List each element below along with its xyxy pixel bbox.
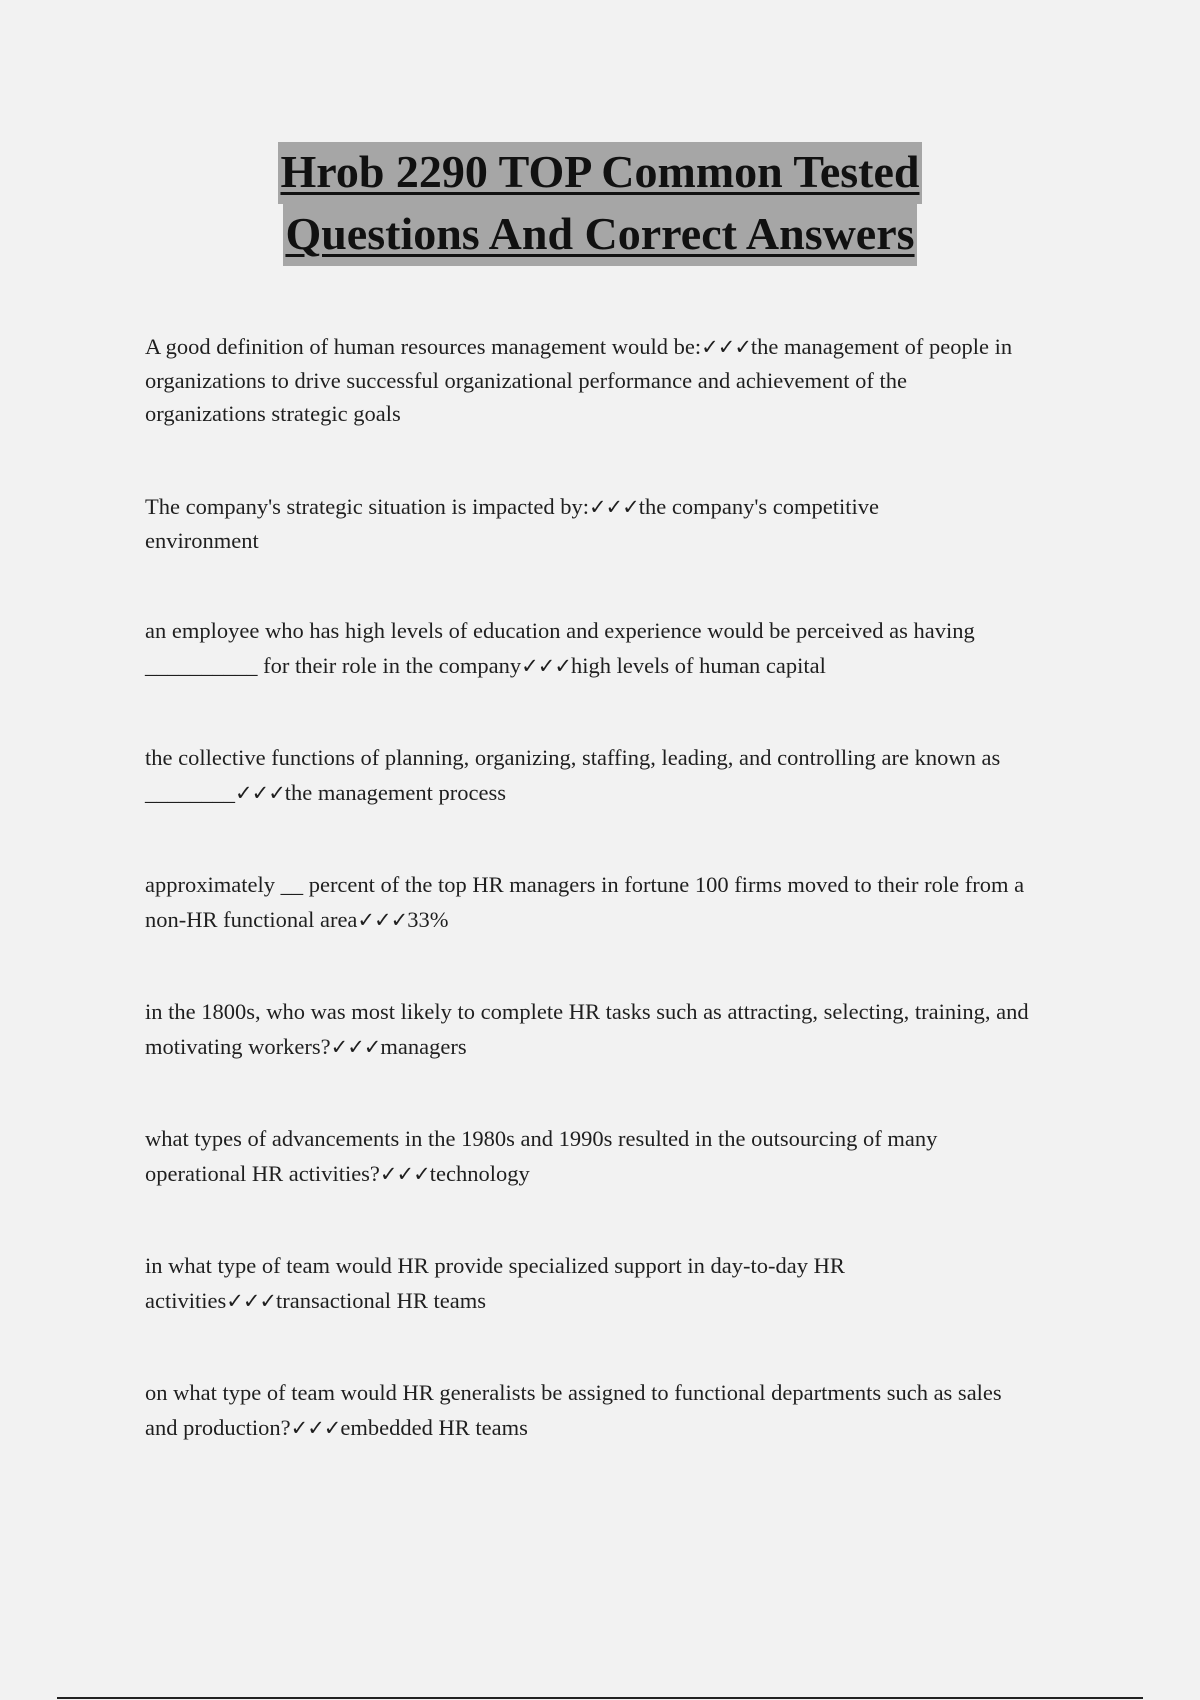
qa-item-1	[145, 330, 1025, 430]
question-text: an employee who has high levels of education and experience would be perceived as having __________ for their role in the company	[145, 618, 975, 678]
qa-item-2	[145, 490, 945, 557]
qa-item-7	[145, 1121, 1025, 1192]
check-mark-icon: ✓✓✓	[290, 1416, 341, 1440]
qa-item-9	[145, 1375, 1025, 1446]
check-mark-icon: ✓✓✓	[235, 781, 285, 805]
check-mark-icon: ✓✓✓	[226, 1289, 277, 1313]
qa-item-8	[145, 1248, 925, 1319]
check-mark-icon: ✓✓✓	[521, 654, 571, 678]
question-text: what types of advancements in the 1980s and 1990s resulted in the outsourcing of many operational HR activities?	[145, 1126, 938, 1186]
check-mark-icon: ✓✓✓	[701, 335, 751, 359]
qa-item-6	[145, 994, 1065, 1065]
qa-list	[145, 330, 1065, 1440]
document-title	[0, 142, 1200, 266]
footer-divider	[57, 1697, 1143, 1699]
check-mark-icon: ✓✓✓	[588, 495, 639, 519]
question-text: approximately __ percent of the top HR managers in fortune 100 firms moved to their role from a non-HR functional area	[145, 872, 1025, 932]
answer-text: the management process	[284, 780, 506, 805]
check-mark-icon: ✓✓✓	[330, 1035, 381, 1059]
qa-item-4	[145, 740, 1045, 811]
answer-text: embedded HR teams	[340, 1415, 528, 1440]
answer-text: 33%	[407, 907, 449, 932]
title-line-2: Questions And Correct Answers	[283, 204, 916, 266]
qa-item-3	[145, 613, 1045, 684]
answer-text: technology	[429, 1161, 530, 1186]
check-mark-icon: ✓✓✓	[379, 1162, 430, 1186]
answer-text: the management of people in organizations to drive successful organizational performance and achievement of the organizations strategic goals	[145, 334, 1013, 426]
answer-text: the company's competitive environment	[145, 494, 879, 553]
question-text: in what type of team would HR provide specialized support in day-to-day HR activities	[145, 1253, 845, 1313]
title-line-1: Hrob 2290 TOP Common Tested	[278, 142, 921, 204]
question-text: on what type of team would HR generalists be assigned to functional departments such as sales and production?	[145, 1380, 1002, 1440]
question-text: the collective functions of planning, organizing, staffing, leading, and controlling are known as ________	[145, 745, 1001, 805]
question-text: in the 1800s, who was most likely to complete HR tasks such as attracting, selecting, training, and motivating workers?	[145, 999, 1029, 1059]
qa-item-5	[145, 867, 1045, 938]
answer-text: high levels of human capital	[570, 653, 826, 678]
question-text: A good definition of human resources management would be:	[145, 334, 702, 359]
check-mark-icon: ✓✓✓	[357, 908, 408, 932]
answer-text: managers	[380, 1034, 467, 1059]
question-text: The company's strategic situation is impacted by:	[145, 494, 589, 519]
answer-text: transactional HR teams	[276, 1288, 486, 1313]
